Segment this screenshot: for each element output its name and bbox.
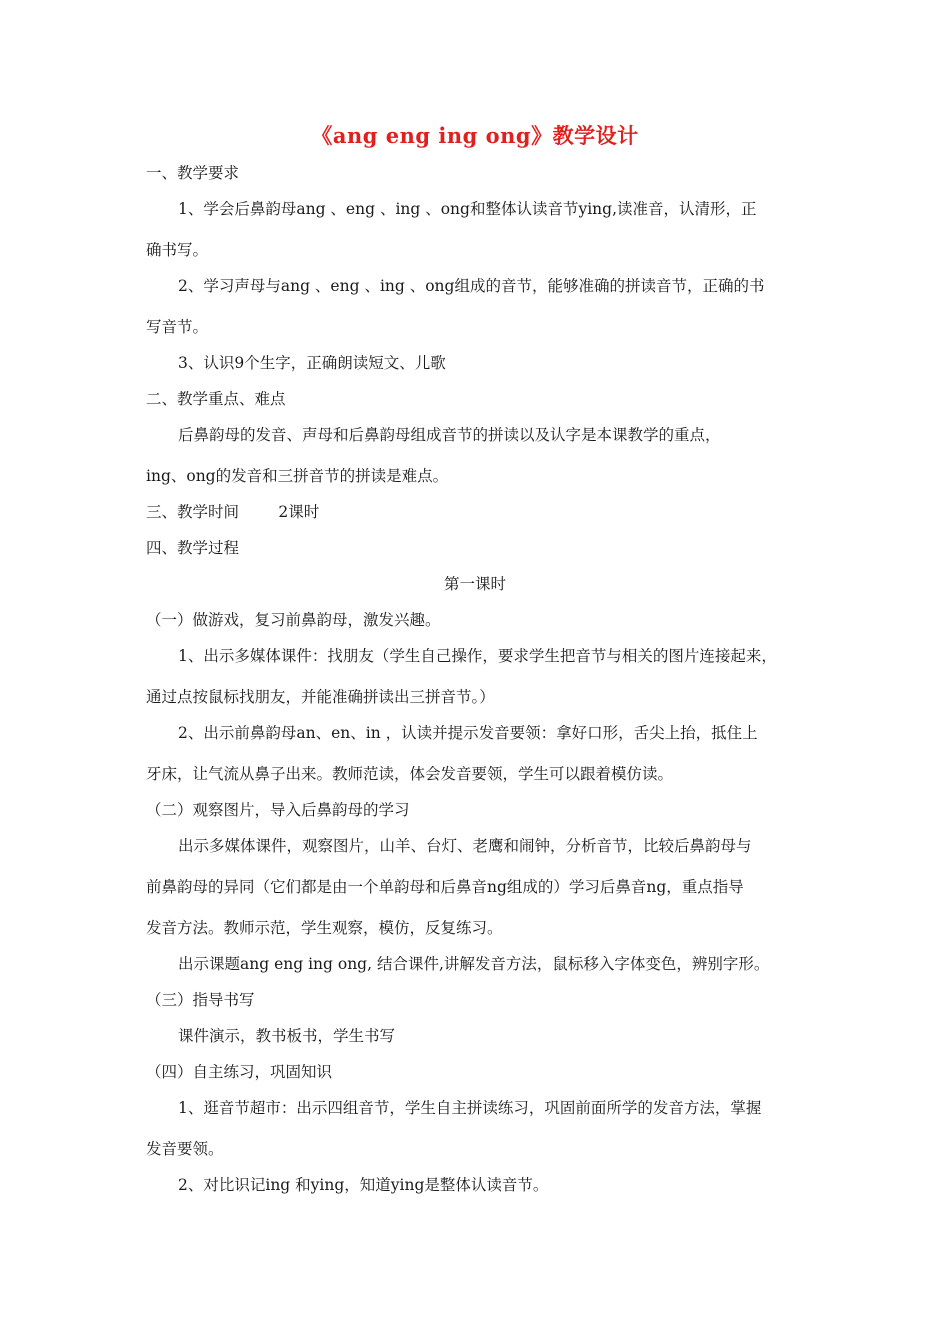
paragraph-line: 写音节。 — [146, 318, 209, 336]
paragraph-line: 2、出示前鼻韵母an、en、in ，认读并提示发音要领：拿好口形，舌尖上抬，抵住上 — [178, 724, 758, 742]
subsection-heading-4: （四）自主练习，巩固知识 — [146, 1063, 333, 1081]
paragraph-line: ing、ong的发音和三拼音节的拼读是难点。 — [146, 467, 449, 485]
paragraph-line: 课件演示，教书板书，学生书写 — [178, 1027, 396, 1045]
paragraph-line: 3、认识9个生字，正确朗读短文、儿歌 — [178, 354, 446, 372]
paragraph-line: 出示课题ang eng ing ong, 结合课件,讲解发音方法，鼠标移入字体变色，辨别字形。 — [178, 955, 770, 973]
paragraph-line: 前鼻韵母的异同（它们都是由一个单韵母和后鼻音ng组成的）学习后鼻音ng，重点指导 — [146, 878, 744, 896]
subsection-heading-1: （一）做游戏，复习前鼻韵母，激发兴趣。 — [146, 611, 441, 629]
lesson-heading: 第一课时 — [443, 575, 506, 593]
paragraph-line: 2、对比识记ing 和ying，知道ying是整体认读音节。 — [178, 1176, 549, 1194]
subsection-heading-2: （二）观察图片，导入后鼻韵母的学习 — [146, 801, 410, 819]
document-title: 《ang eng ing ong》教学设计 — [311, 123, 639, 148]
paragraph-line: 牙床，让气流从鼻子出来。教师范读，体会发音要领，学生可以跟着模仿读。 — [146, 765, 674, 783]
paragraph-line: 确书写。 — [146, 241, 209, 259]
subsection-heading-3: （三）指导书写 — [146, 991, 255, 1009]
paragraph-line: 后鼻韵母的发音、声母和后鼻韵母组成音节的拼读以及认字是本课教学的重点， — [178, 426, 721, 444]
section-heading-key-points: 二、教学重点、难点 — [146, 390, 286, 408]
section-heading-requirements: 一、教学要求 — [146, 164, 240, 182]
paragraph-line: 2、学习声母与ang 、eng 、ing 、ong组成的音节，能够准确的拼读音节，正确的书 — [178, 277, 765, 295]
paragraph-line: 发音方法。教师示范，学生观察，模仿，反复练习。 — [146, 919, 503, 937]
paragraph-line: 出示多媒体课件，观察图片，山羊、台灯、老鹰和闹钟，分析音节，比较后鼻韵母与 — [178, 837, 752, 855]
paragraph-line: 1、出示多媒体课件：找朋友（学生自己操作，要求学生把音节与相关的图片连接起来， — [178, 647, 777, 665]
paragraph-line: 1、学会后鼻韵母ang 、eng 、ing 、ong和整体认读音节ying,读准音，认清形，正 — [178, 200, 757, 218]
paragraph-line: 1、逛音节超市：出示四组音节，学生自主拼读练习，巩固前面所学的发音方法，掌握 — [178, 1099, 762, 1117]
section-heading-time: 三、教学时间 2课时 — [146, 503, 320, 521]
paragraph-line: 发音要领。 — [146, 1140, 224, 1158]
paragraph-line: 通过点按鼠标找朋友，并能准确拼读出三拼音节。） — [146, 688, 495, 706]
section-heading-process: 四、教学过程 — [146, 539, 240, 557]
